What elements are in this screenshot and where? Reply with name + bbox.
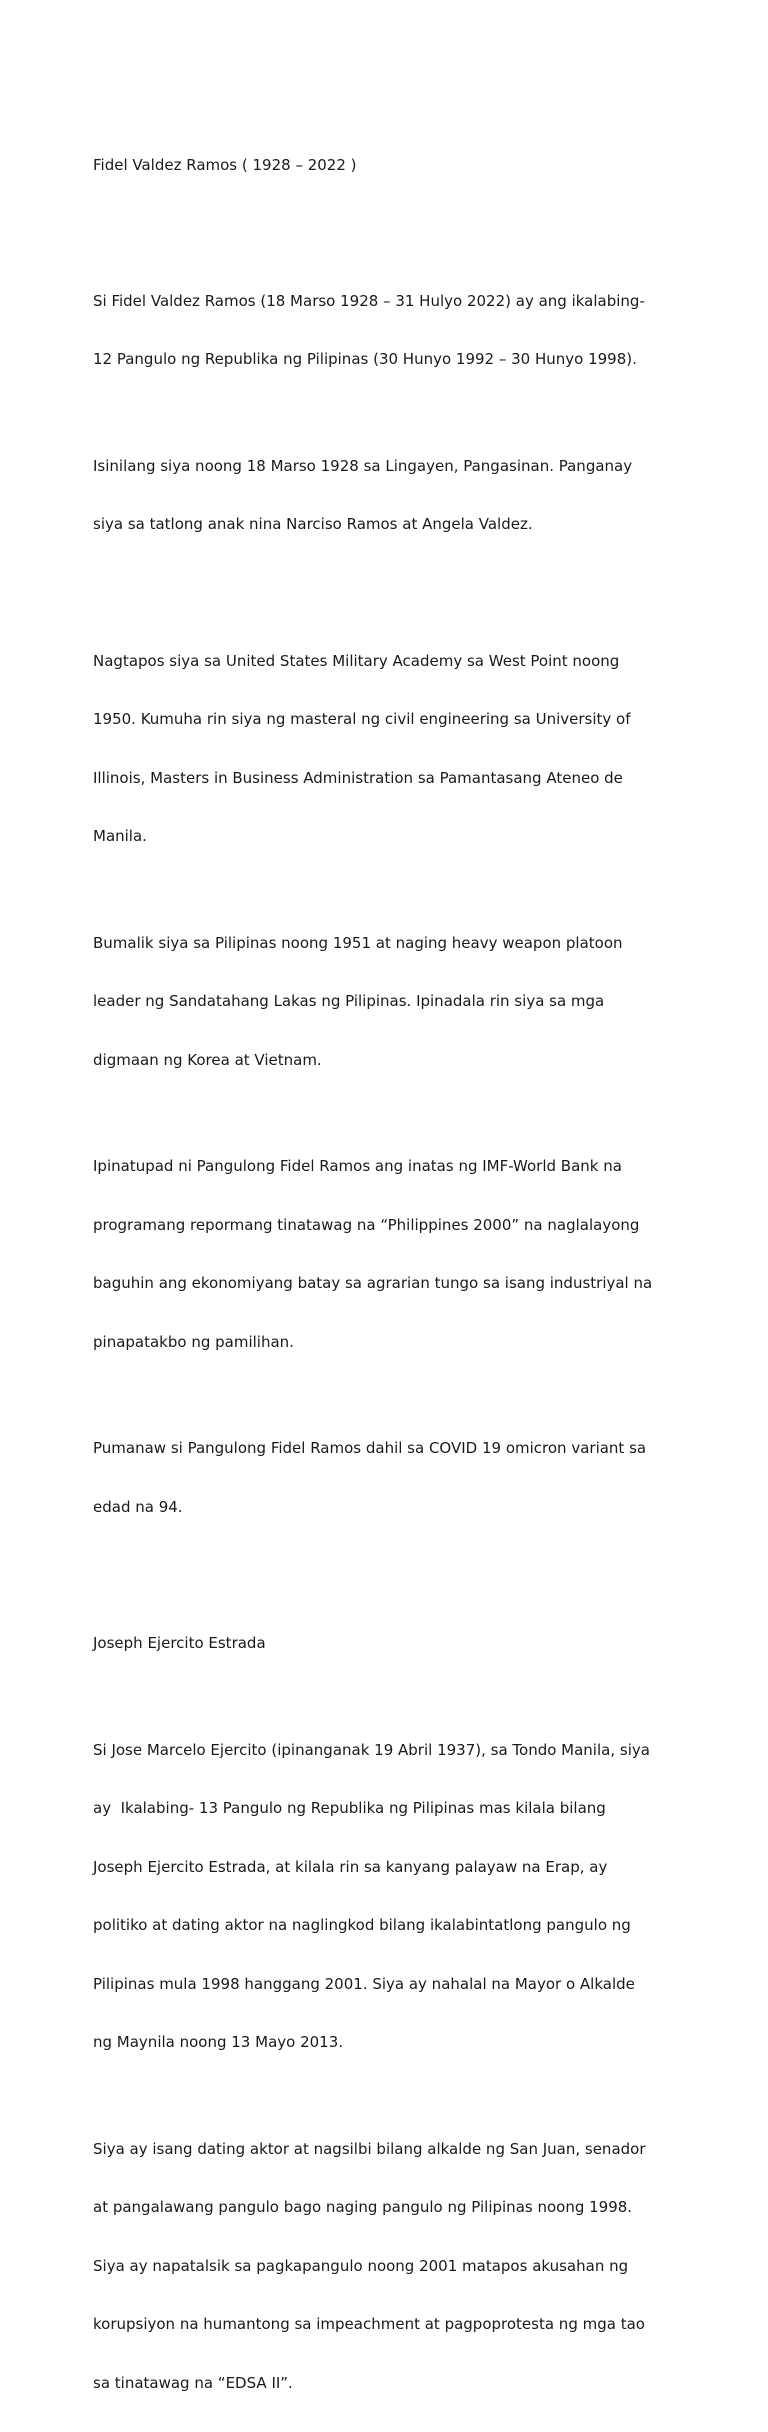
text-line: Pilipinas mula 1998 hanggang 2001. Siya ay nahalal na Mayor o Alkalde: [93, 1975, 675, 1995]
text-line: Siya ay isang dating aktor at nagsilbi bilang alkalde ng San Juan, senador: [93, 2140, 675, 2160]
text-line: edad na 94.: [93, 1498, 675, 1518]
text-line: Fidel Valdez Ramos ( 1928 – 2022 ): [93, 156, 675, 176]
text-line: Si Jose Marcelo Ejercito (ipinanganak 19 Abril 1937), sa Tondo Manila, siya: [93, 1741, 675, 1761]
document-page: [0, 0, 768, 1024]
text-line: korupsiyon na humantong sa impeachment at pagpoprotesta ng mga tao: [93, 2315, 675, 2335]
ramos-heading: [93, 117, 675, 215]
text-line: Joseph Ejercito Estrada, at kilala rin sa kanyang palayaw na Erap, ay: [93, 1858, 675, 1878]
ramos-program-paragraph: [93, 1118, 675, 1391]
ramos-death-paragraph: [93, 1400, 675, 1556]
text-line: at pangalawang pangulo bago naging pangulo ng Pilipinas noong 1998.: [93, 2198, 675, 2218]
text-line: Manila.: [93, 827, 675, 847]
estrada-intro-paragraph: [93, 1702, 675, 2092]
text-line: ng Maynila noong 13 Mayo 2013.: [93, 2033, 675, 2053]
text-line: Isinilang siya noong 18 Marso 1928 sa Lingayen, Pangasinan. Panganay: [93, 457, 675, 477]
text-line: Siya ay napatalsik sa pagkapangulo noong 2001 matapos akusahan ng: [93, 2257, 675, 2277]
text-line: Si Fidel Valdez Ramos (18 Marso 1928 – 31 Hulyo 2022) ay ang ikalabing-: [93, 292, 675, 312]
ramos-birth-paragraph: [93, 418, 675, 574]
text-line: sa tinatawag na “EDSA II”.: [93, 2374, 675, 2394]
text-line: politiko at dating aktor na naglingkod bilang ikalabintatlong pangulo ng: [93, 1916, 675, 1936]
ramos-education-paragraph: [93, 613, 675, 886]
text-line: Bumalik siya sa Pilipinas noong 1951 at naging heavy weapon platoon: [93, 934, 675, 954]
text-line: pinapatakbo ng pamilihan.: [93, 1333, 675, 1353]
text-line: Pumanaw si Pangulong Fidel Ramos dahil sa COVID 19 omicron variant sa: [93, 1439, 675, 1459]
text-line: Joseph Ejercito Estrada: [93, 1634, 675, 1654]
text-line: Nagtapos siya sa United States Military Academy sa West Point noong: [93, 652, 675, 672]
text-line: leader ng Sandatahang Lakas ng Pilipinas. Ipinadala rin siya sa mga: [93, 992, 675, 1012]
text-line: 12 Pangulo ng Republika ng Pilipinas (30 Hunyo 1992 – 30 Hunyo 1998).: [93, 350, 675, 370]
text-line: 1950. Kumuha rin siya ng masteral ng civil engineering sa University of: [93, 710, 675, 730]
estrada-career-paragraph: [93, 2101, 675, 2432]
text-line: Illinois, Masters in Business Administration sa Pamantasang Ateneo de: [93, 769, 675, 789]
text-line: digmaan ng Korea at Vietnam.: [93, 1051, 675, 1071]
text-line: Ipinatupad ni Pangulong Fidel Ramos ang inatas ng IMF-World Bank na: [93, 1157, 675, 1177]
text-line: programang repormang tinatawag na “Philippines 2000” na naglalayong: [93, 1216, 675, 1236]
text-line: baguhin ang ekonomiyang batay sa agrarian tungo sa isang industriyal na: [93, 1274, 675, 1294]
text-line: siya sa tatlong anak nina Narciso Ramos at Angela Valdez.: [93, 515, 675, 535]
text-line: ay Ikalabing- 13 Pangulo ng Republika ng Pilipinas mas kilala bilang: [93, 1799, 675, 1819]
ramos-intro-paragraph: [93, 253, 675, 409]
document-body: [93, 117, 675, 2432]
estrada-heading: [93, 1595, 675, 1693]
ramos-military-paragraph: [93, 895, 675, 1110]
